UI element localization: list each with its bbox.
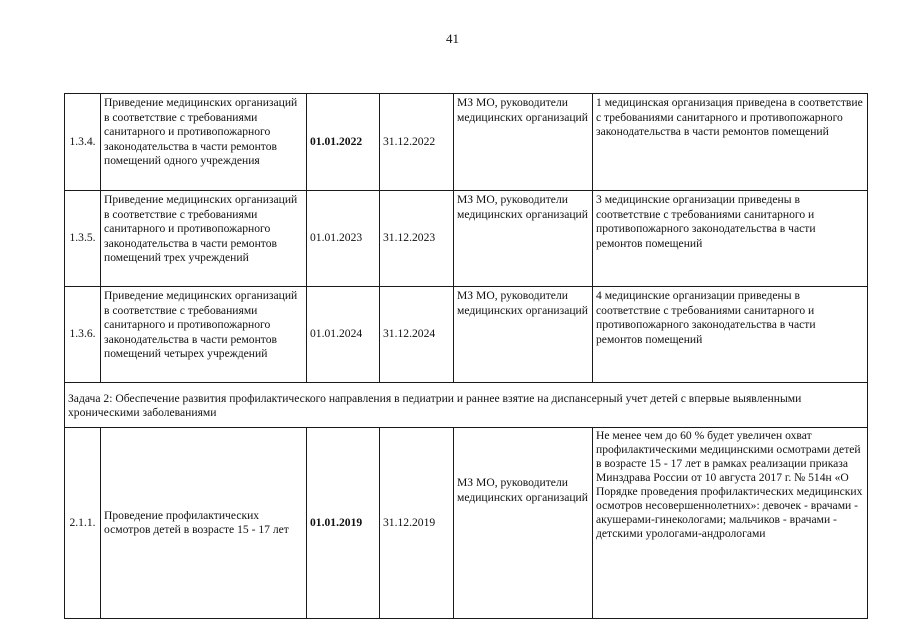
- start-date: 01.01.2023: [307, 191, 380, 287]
- expected-result: 3 медицинские организации приведены в соответствие с требованиями санитарного и противопожарного законодательства в части ремонтов помещений: [593, 191, 868, 287]
- plan-table: [64, 93, 868, 619]
- item-number: 1.3.6.: [65, 287, 101, 383]
- item-number: 2.1.1.: [65, 428, 101, 619]
- task-heading-row: [65, 383, 868, 428]
- item-name: Приведение медицинских организаций в соответствие с требованиями санитарного и противопожарного законодательства в части ремонтов помещений трех учреждений: [101, 191, 307, 287]
- item-name: Приведение медицинских организаций в соответствие с требованиями санитарного и противопожарного законодательства в части ремонтов помещений одного учреждения: [101, 94, 307, 191]
- expected-result: 1 медицинская организация приведена в соответствие с требованиями санитарного и противопожарного законодательства в части ремонтов помещений: [593, 94, 868, 191]
- table-row: [65, 287, 868, 383]
- item-number: 1.3.4.: [65, 94, 101, 191]
- table-row: [65, 94, 868, 191]
- table-row: [65, 191, 868, 287]
- start-date: 01.01.2022: [307, 94, 380, 191]
- start-date: 01.01.2019: [307, 428, 380, 619]
- item-name: Приведение медицинских организаций в соответствие с требованиями санитарного и противопожарного законодательства в части ремонтов помещений четырех учреждений: [101, 287, 307, 383]
- end-date: 31.12.2019: [380, 428, 454, 619]
- page-number: 41: [446, 31, 459, 46]
- item-name: Проведение профилактических осмотров детей в возрасте 15 - 17 лет: [101, 428, 307, 619]
- responsible: МЗ МО, руководители медицинских организаций: [454, 94, 593, 191]
- expected-result: Не менее чем до 60 % будет увеличен охват профилактическими медицинскими осмотрами детей в возрасте 15 - 17 лет в рамках реализации приказа Минздрава России от 10 августа 2017 г. № 514н «О Порядке проведения профилактических медицинских осмотров несовершеннолетних»: девочек - врачами - акушерами-гинекологами; мальчиков - врачами - детскими урологами-андрологами: [593, 428, 868, 619]
- responsible: МЗ МО, руководители медицинских организаций: [454, 191, 593, 287]
- end-date: 31.12.2022: [380, 94, 454, 191]
- item-number: 1.3.5.: [65, 191, 101, 287]
- start-date: 01.01.2024: [307, 287, 380, 383]
- responsible: МЗ МО, руководители медицинских организаций: [454, 287, 593, 383]
- table-row: [65, 428, 868, 619]
- expected-result: 4 медицинские организации приведены в соответствие с требованиями санитарного и противопожарного законодательства в части ремонтов помещений: [593, 287, 868, 383]
- task-heading: Задача 2: Обеспечение развития профилактического направления в педиатрии и раннее взятие на диспансерный учет детей с впервые выявленными хроническими заболеваниями: [65, 383, 868, 428]
- end-date: 31.12.2024: [380, 287, 454, 383]
- responsible: МЗ МО, руководители медицинских организаций: [454, 428, 593, 619]
- end-date: 31.12.2023: [380, 191, 454, 287]
